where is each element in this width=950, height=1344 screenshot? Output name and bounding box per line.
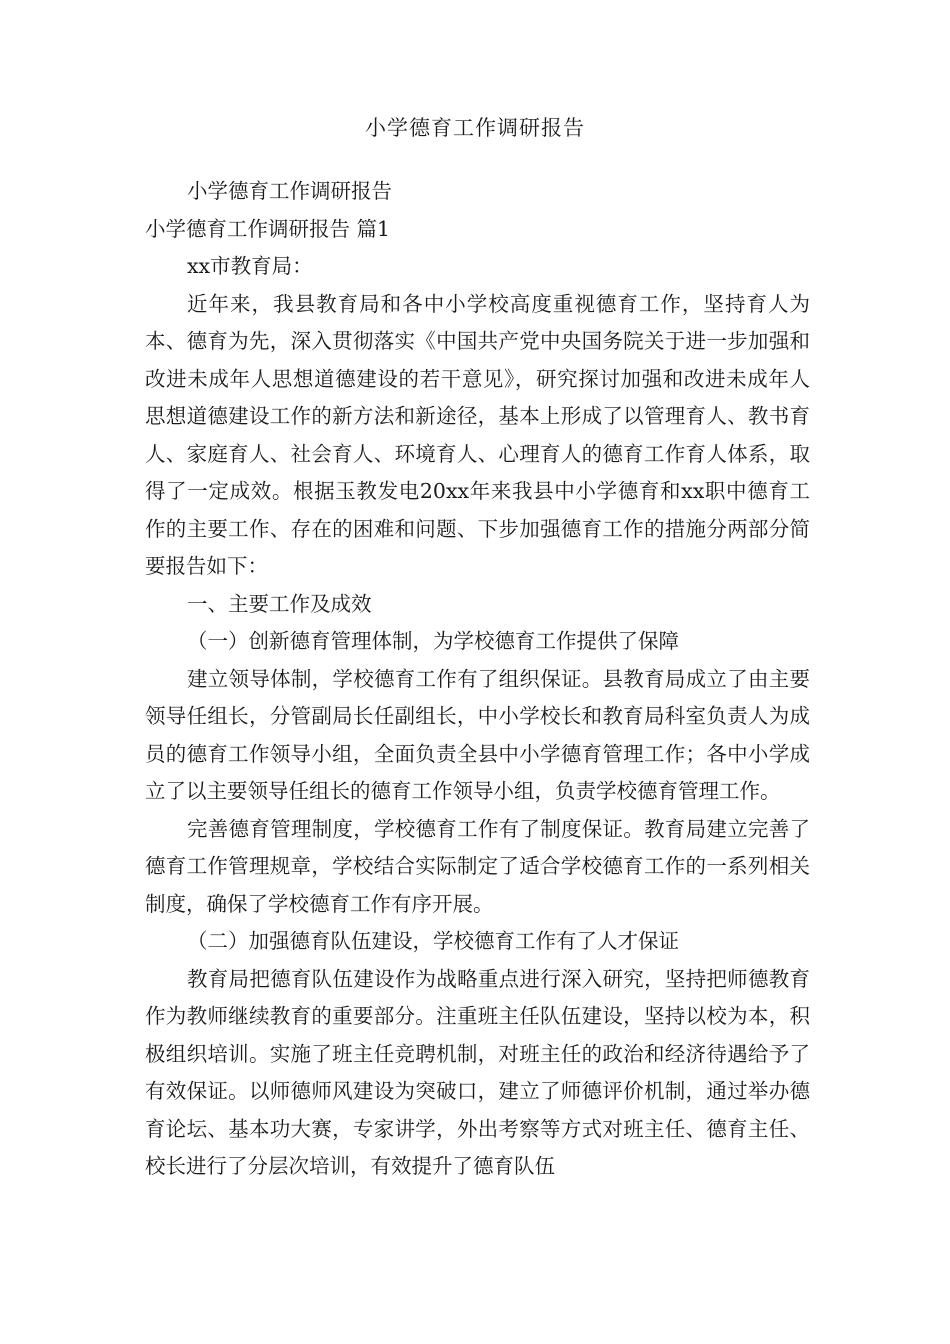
paragraph-subheading-1: （一）创新德育管理体制，为学校德育工作提供了保障 <box>187 629 679 653</box>
paragraph-subheading-2: （二）加强德育队伍建设，学校德育工作有了人才保证 <box>187 929 679 953</box>
paragraph-section-heading: 小学德育工作调研报告 篇1 <box>145 216 391 241</box>
document-title: 小学德育工作调研报告 <box>365 116 585 140</box>
paragraph-intro: 近年来，我县教育局和各中小学校高度重视德育工作，坚持育人为本、德育为先，深入贯彻落实《中国共产党中央国务院关于进一步加强和改进未成年人思想道德建设的若干意见》，研究探讨加强和改进未成年人思想道德建设工作的新方法和新途径，基本上形成了以管理育人、教书育人、家庭育人、社会育人、环境育人、心理育人的德育工作育人体系，取得了一定成效。根据玉教发电20xx年来我县中小学德育和xx职中德育工作的主要工作、存在的困难和问题、下步加强德育工作的措施分两部分简要报告如下： <box>145 291 810 578</box>
paragraph-heading-main-work: 一、主要工作及成效 <box>187 591 372 616</box>
document-body <box>145 173 810 1186</box>
paragraph-addressee: xx市教育局： <box>187 254 313 278</box>
paragraph-subtitle: 小学德育工作调研报告 <box>187 179 392 203</box>
paragraph-management-system: 完善德育管理制度，学校德育工作有了制度保证。教育局建立完善了德育工作管理规章，学校结合实际制定了适合学校德育工作的一系列相关制度，确保了学校德育工作有序开展。 <box>145 816 810 916</box>
paragraph-leadership: 建立领导体制，学校德育工作有了组织保证。县教育局成立了由主要领导任组长，分管副局长任副组长，中小学校长和教育局科室负责人为成员的德育工作领导小组，全面负责全县中小学德育管理工作；各中小学成立了以主要领导任组长的德育工作领导小组，负责学校德育管理工作。 <box>145 666 810 803</box>
paragraph-team-building: 教育局把德育队伍建设作为战略重点进行深入研究，坚持把师德教育作为教师继续教育的重要部分。注重班主任队伍建设，坚持以校为本，积极组织培训。实施了班主任竞聘机制，对班主任的政治和经济待遇给予了有效保证。以师德师风建设为突破口，建立了师德评价机制，通过举办德育论坛、基本功大赛，专家讲学，外出考察等方式对班主任、德育主任、校长进行了分层次培训，有效提升了德育队伍 <box>145 966 810 1178</box>
